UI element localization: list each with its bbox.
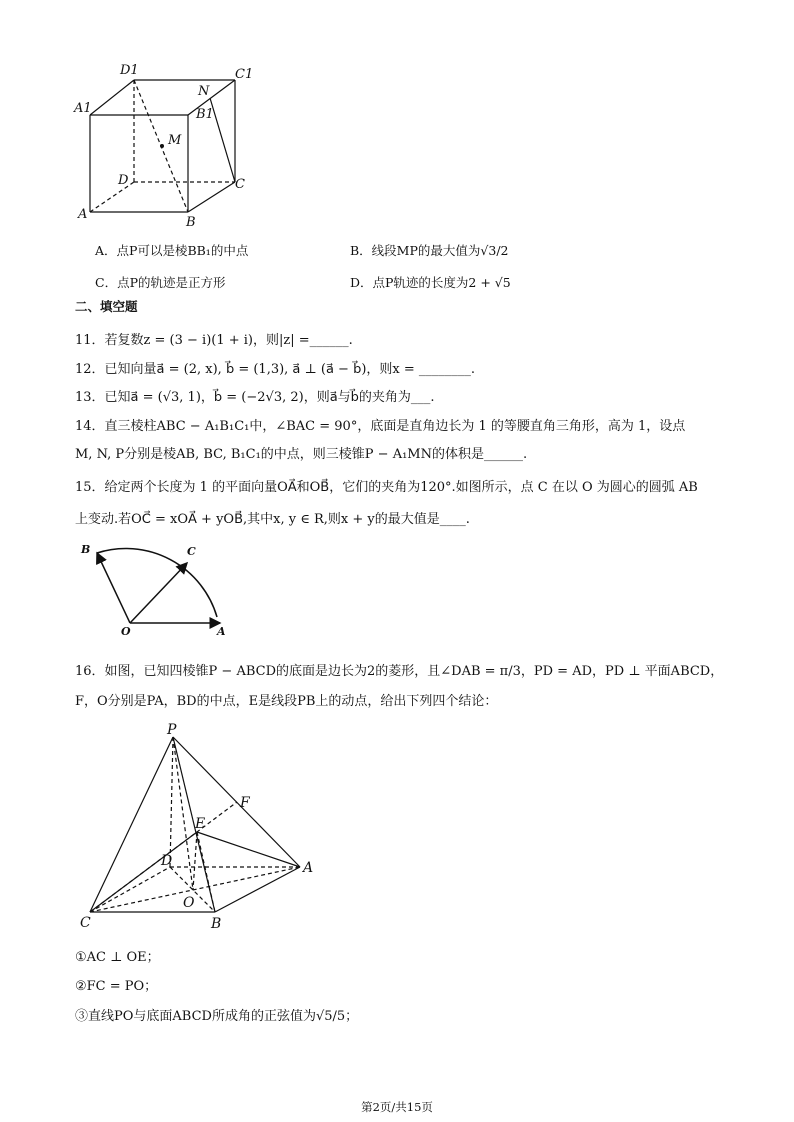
label-O: O bbox=[183, 895, 195, 911]
cube-figure bbox=[70, 60, 260, 230]
option-d: D．点P轨迹的长度为2 + √5 bbox=[350, 275, 511, 290]
label-D: D bbox=[161, 853, 173, 869]
label-E: E bbox=[195, 816, 206, 832]
label-O: O bbox=[121, 625, 131, 638]
question-15-line2: 上变动.若OC⃗ = xOA⃗ + yOB⃗,其中x, y ∈ R,则x + y的最大值是____. bbox=[75, 512, 470, 527]
question-11: 11．若复数z = (3 − i)(1 + i)，则|z| =______. bbox=[75, 333, 353, 348]
label-B: B bbox=[186, 215, 196, 230]
label-A: A bbox=[217, 625, 226, 638]
question-12: 12．已知向量a⃗ = (2, x), b⃗ = (1,3), a⃗ ⊥ (a⃗ − b⃗)，则x = ________. bbox=[75, 362, 476, 377]
question-15-line1: 15．给定两个长度为 1 的平面向量OA⃗和OB⃗，它们的夹角为120°.如图所示，点 C 在以 O 为圆心的圆弧 AB bbox=[75, 480, 698, 495]
label-D1: D1 bbox=[120, 63, 139, 78]
page-footer: 第2页/共15页 bbox=[361, 1100, 433, 1114]
conclusion-1: ①AC ⊥ OE； bbox=[75, 950, 160, 965]
option-a: A．点P可以是棱BB₁的中点 bbox=[95, 243, 249, 258]
label-C: C bbox=[235, 177, 245, 192]
conclusion-2: ②FC = PO； bbox=[75, 979, 158, 994]
question-16-line1: 16．如图，已知四棱锥P − ABCD的底面是边长为2的菱形，且∠DAB = π/3，PD = AD，PD ⊥ 平面ABCD， bbox=[75, 664, 724, 679]
conclusion-3: ③直线PO与底面ABCD所成角的正弦值为√5/5； bbox=[75, 1009, 359, 1024]
label-B: B bbox=[81, 543, 91, 556]
label-A: A bbox=[78, 207, 88, 222]
question-14-line1: 14．直三棱柱ABC − A₁B₁C₁中，∠BAC = 90°，底面是直角边长为 1 的等腰直角三角形，高为 1，设点 bbox=[75, 419, 686, 434]
label-B1: B1 bbox=[196, 107, 214, 122]
label-M: M bbox=[168, 133, 182, 148]
question-14-line2: M, N, P分别是棱AB, BC, B₁C₁的中点，则三棱锥P − A₁MN的体积是______. bbox=[75, 447, 528, 462]
pyramid-figure bbox=[75, 722, 325, 937]
question-16-line2: F，O分别是PA，BD的中点，E是线段PB上的动点，给出下列四个结论： bbox=[75, 694, 498, 709]
label-B: B bbox=[211, 916, 222, 932]
label-C: C bbox=[80, 915, 91, 931]
label-A1: A1 bbox=[74, 101, 92, 116]
label-C1: C1 bbox=[235, 67, 254, 82]
label-N: N bbox=[198, 84, 210, 99]
question-13: 13．已知a⃗ = (√3, 1)，b⃗ = (−2√3, 2)，则a⃗与b⃗的夹角为___. bbox=[75, 390, 435, 405]
arc-figure bbox=[75, 535, 245, 640]
option-b: B．线段MP的最大值为√3/2 bbox=[350, 243, 509, 258]
label-C: C bbox=[187, 545, 196, 558]
section-heading: 二、填空题 bbox=[75, 299, 138, 314]
option-c: C．点P的轨迹是正方形 bbox=[95, 275, 226, 290]
label-F: F bbox=[240, 795, 250, 811]
label-A: A bbox=[303, 860, 314, 876]
label-D: D bbox=[118, 173, 129, 188]
label-P: P bbox=[167, 722, 177, 738]
